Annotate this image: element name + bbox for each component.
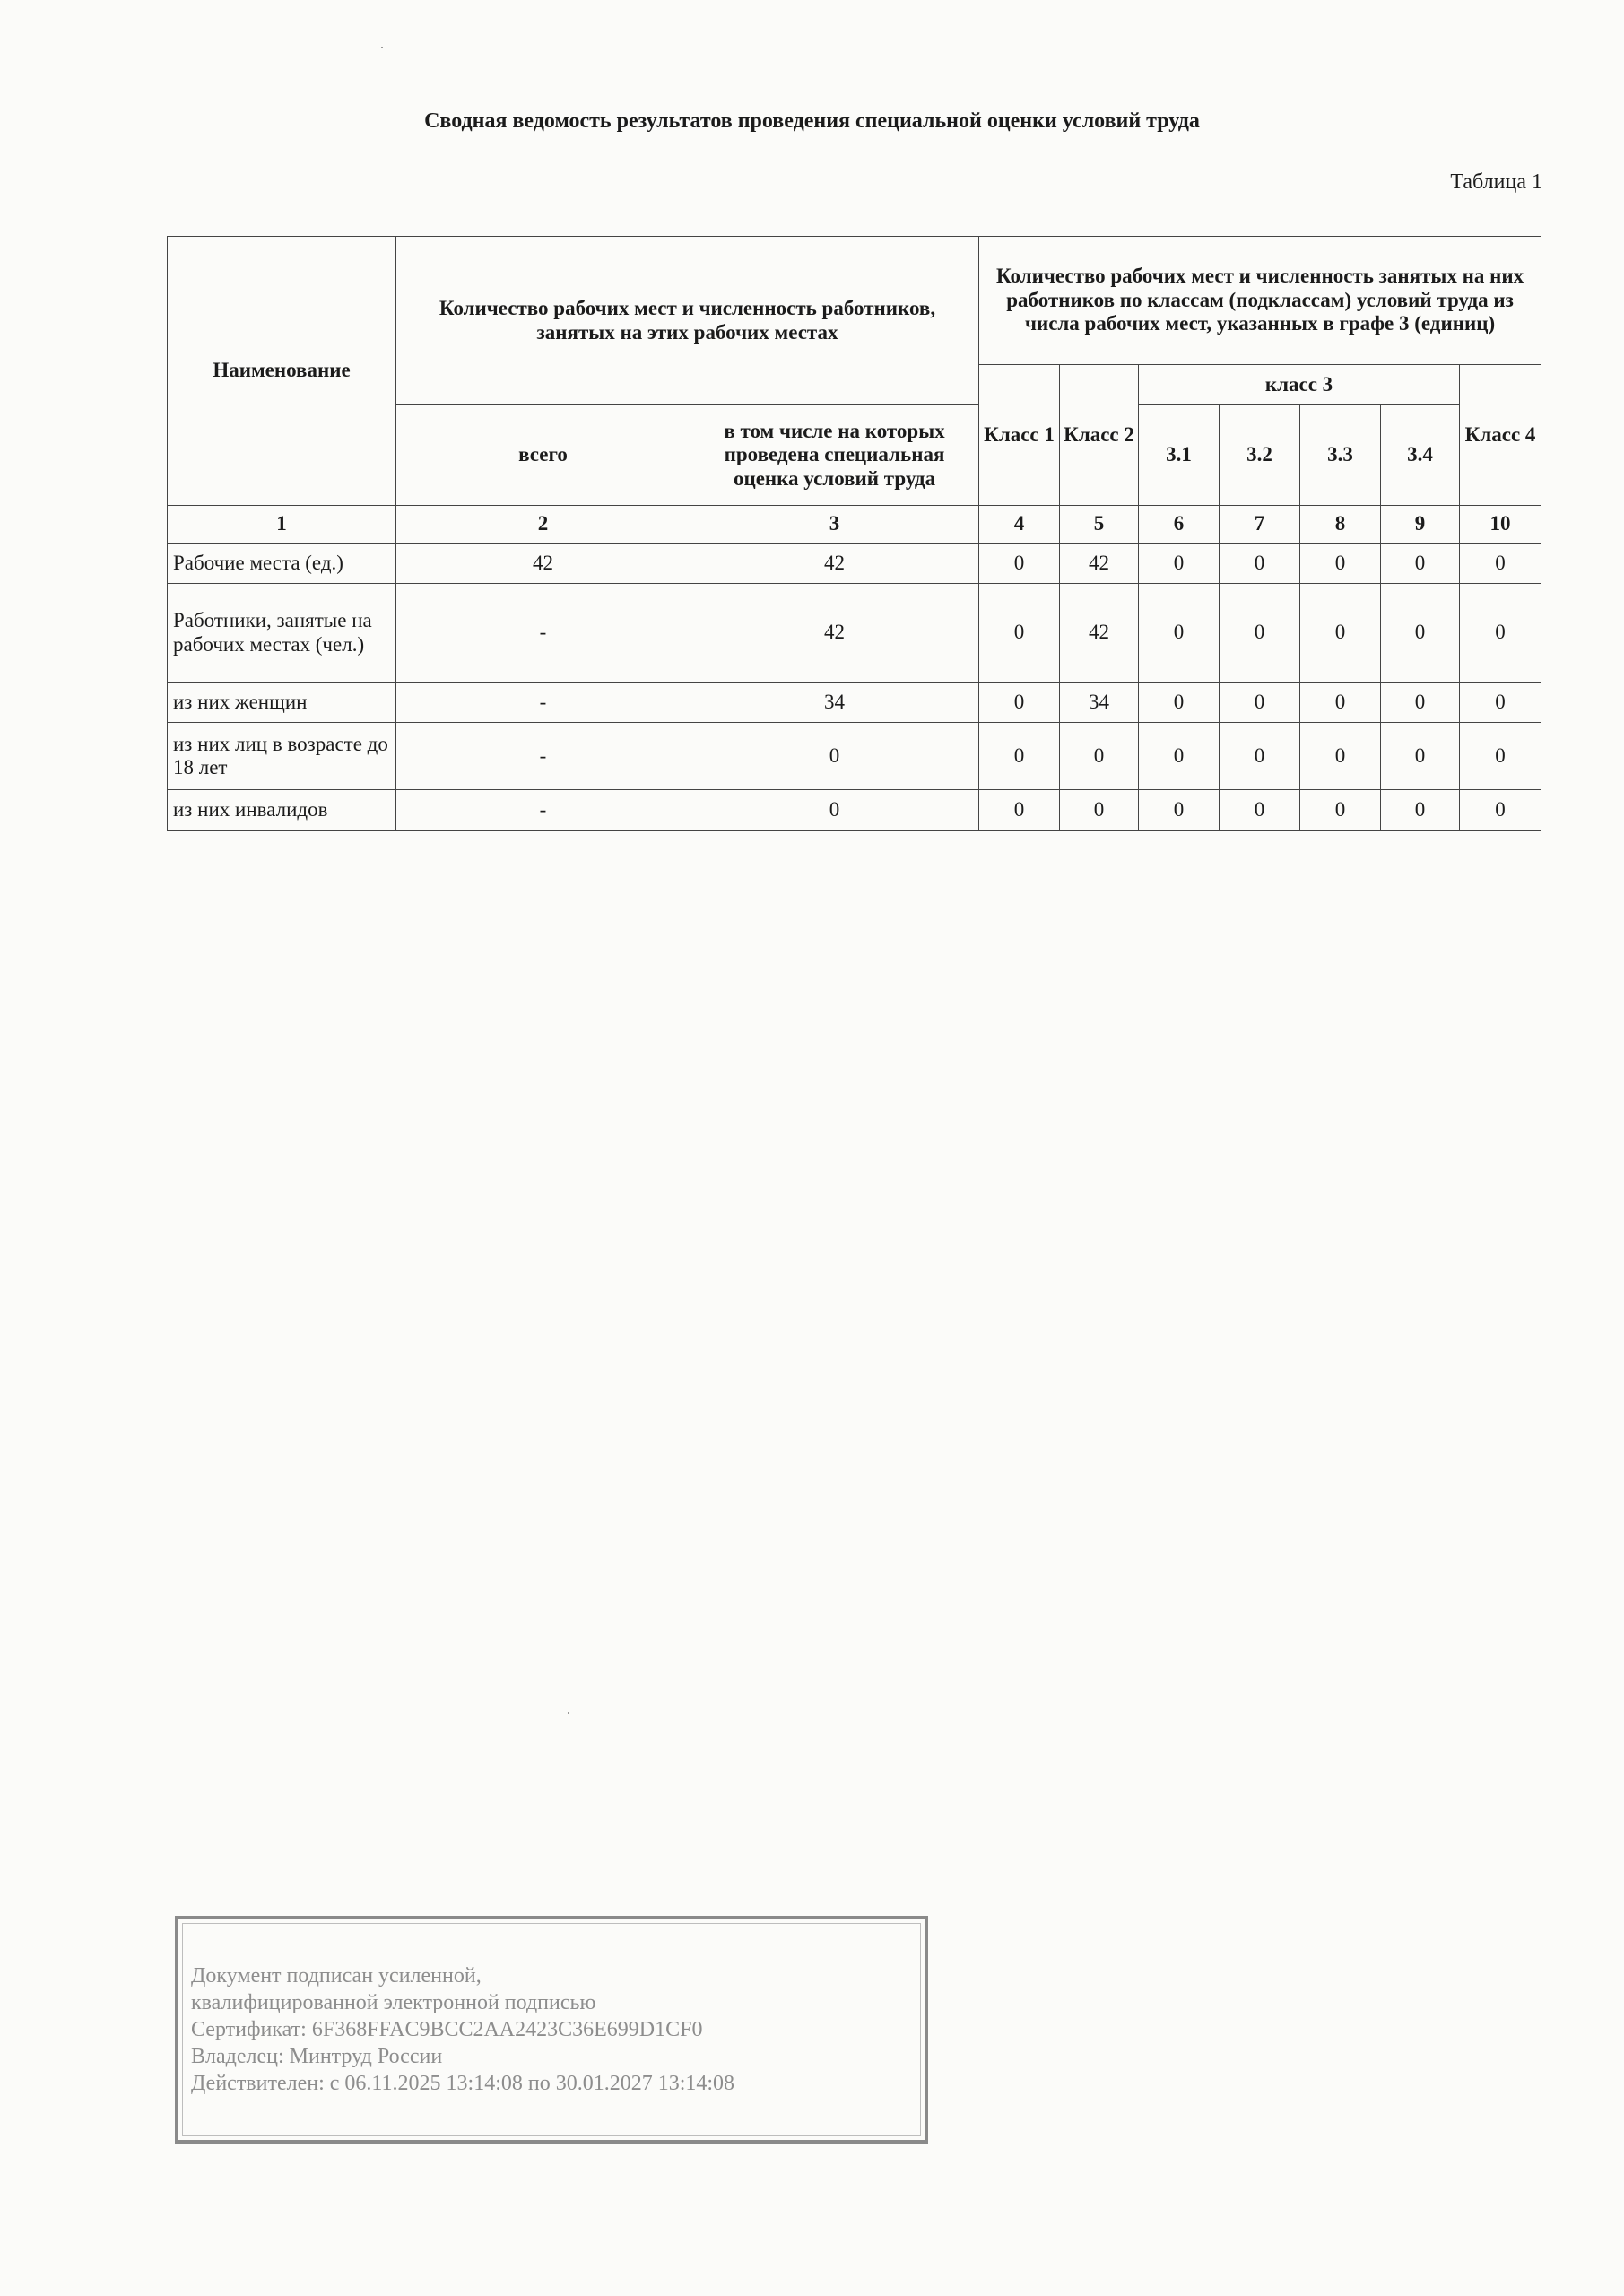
table-cell: 0	[979, 683, 1060, 723]
table-cell: 34	[690, 683, 979, 723]
header-group-classes: Количество рабочих мест и численность занятых на них работников по классам (подклассам) условий труда из числа рабочих мест, указанных в графе 3 (единиц)	[979, 237, 1541, 365]
table-cell: -	[396, 790, 690, 831]
signature-validity: Действителен: с 06.11.2025 13:14:08 по 30.01.2027 13:14:08	[191, 2072, 735, 2095]
table-cell: 0	[1139, 544, 1220, 584]
table-cell: 0	[1060, 790, 1139, 831]
header-total: всего	[396, 405, 690, 506]
header-name: Наименование	[168, 237, 396, 506]
table-cell: 42	[690, 584, 979, 683]
column-number: 10	[1460, 506, 1541, 544]
table-cell: 0	[1139, 723, 1220, 790]
scan-speck	[568, 1712, 569, 1714]
table-cell: 0	[1220, 544, 1300, 584]
table-cell: 0	[979, 544, 1060, 584]
table-cell: 0	[1139, 790, 1220, 831]
signature-certificate: Сертификат: 6F368FFAC9BCC2AA2423C36E699D1CF0	[191, 2018, 703, 2041]
table-cell: 0	[1300, 683, 1381, 723]
column-number: 5	[1060, 506, 1139, 544]
column-number: 7	[1220, 506, 1300, 544]
table-cell: 0	[1381, 683, 1460, 723]
table-cell: 0	[1139, 683, 1220, 723]
table-cell: 0	[1460, 683, 1541, 723]
header-class-4: Класс 4	[1460, 365, 1541, 506]
table-cell: 0	[1300, 584, 1381, 683]
table-cell: 42	[1060, 544, 1139, 584]
column-number-row	[168, 506, 1541, 544]
table-cell: 0	[1460, 723, 1541, 790]
table-cell: 42	[396, 544, 690, 584]
table-cell: 0	[1220, 683, 1300, 723]
table-cell: 0	[1220, 584, 1300, 683]
table-row	[168, 790, 1541, 831]
table-cell: 0	[1060, 723, 1139, 790]
table-cell: 0	[1220, 790, 1300, 831]
header-subclass-3-2: 3.2	[1220, 405, 1300, 506]
table-cell: 0	[1460, 790, 1541, 831]
table-row	[168, 683, 1541, 723]
table-cell: 0	[690, 790, 979, 831]
table-cell: 0	[1460, 544, 1541, 584]
column-number: 6	[1139, 506, 1220, 544]
table-cell: 0	[1220, 723, 1300, 790]
header-subclass-3-1: 3.1	[1139, 405, 1220, 506]
column-number: 4	[979, 506, 1060, 544]
column-number: 9	[1381, 506, 1460, 544]
table-cell: -	[396, 723, 690, 790]
table-cell: 0	[1381, 584, 1460, 683]
header-assessed: в том числе на которых проведена специальная оценка условий труда	[690, 405, 979, 506]
row-label: из них инвалидов	[168, 790, 396, 831]
table-cell: -	[396, 584, 690, 683]
signature-line: квалифицированной электронной подписью	[191, 1991, 596, 2014]
header-subclass-3-4: 3.4	[1381, 405, 1460, 506]
table-cell: 0	[979, 723, 1060, 790]
table-cell: 0	[1139, 584, 1220, 683]
signature-owner: Владелец: Минтруд России	[191, 2045, 443, 2068]
results-table	[167, 236, 1541, 831]
table-cell: 42	[1060, 584, 1139, 683]
table-cell: 0	[1300, 544, 1381, 584]
header-class-3: класс 3	[1139, 365, 1460, 405]
signature-line: Документ подписан усиленной,	[191, 1964, 482, 1987]
row-label: из них женщин	[168, 683, 396, 723]
row-label: из них лиц в возрасте до 18 лет	[168, 723, 396, 790]
table-cell: 0	[1300, 790, 1381, 831]
document-title: Сводная ведомость результатов проведения специальной оценки условий труда	[424, 109, 1200, 133]
header-class-1: Класс 1	[979, 365, 1060, 506]
row-label: Работники, занятые на рабочих местах (чел.)	[168, 584, 396, 683]
table-cell: 42	[690, 544, 979, 584]
table-cell: 0	[979, 790, 1060, 831]
table-row	[168, 544, 1541, 584]
electronic-signature-stamp	[175, 1916, 928, 2144]
row-label: Рабочие места (ед.)	[168, 544, 396, 584]
table-cell: 0	[690, 723, 979, 790]
column-number: 3	[690, 506, 979, 544]
column-number: 8	[1300, 506, 1381, 544]
table-caption: Таблица 1	[1450, 170, 1542, 194]
table-row	[168, 584, 1541, 683]
header-class-2: Класс 2	[1060, 365, 1139, 506]
table-cell: 0	[1381, 723, 1460, 790]
header-subclass-3-3: 3.3	[1300, 405, 1381, 506]
table-cell: 0	[1381, 790, 1460, 831]
table-cell: 0	[1381, 544, 1460, 584]
scan-speck	[381, 47, 383, 48]
table-cell: 34	[1060, 683, 1139, 723]
column-number: 1	[168, 506, 396, 544]
table-cell: 0	[1460, 584, 1541, 683]
table-cell: 0	[979, 584, 1060, 683]
table-row	[168, 723, 1541, 790]
header-group-workplaces: Количество рабочих мест и численность работников, занятых на этих рабочих местах	[396, 237, 979, 405]
table-cell: 0	[1300, 723, 1381, 790]
table-cell: -	[396, 683, 690, 723]
column-number: 2	[396, 506, 690, 544]
